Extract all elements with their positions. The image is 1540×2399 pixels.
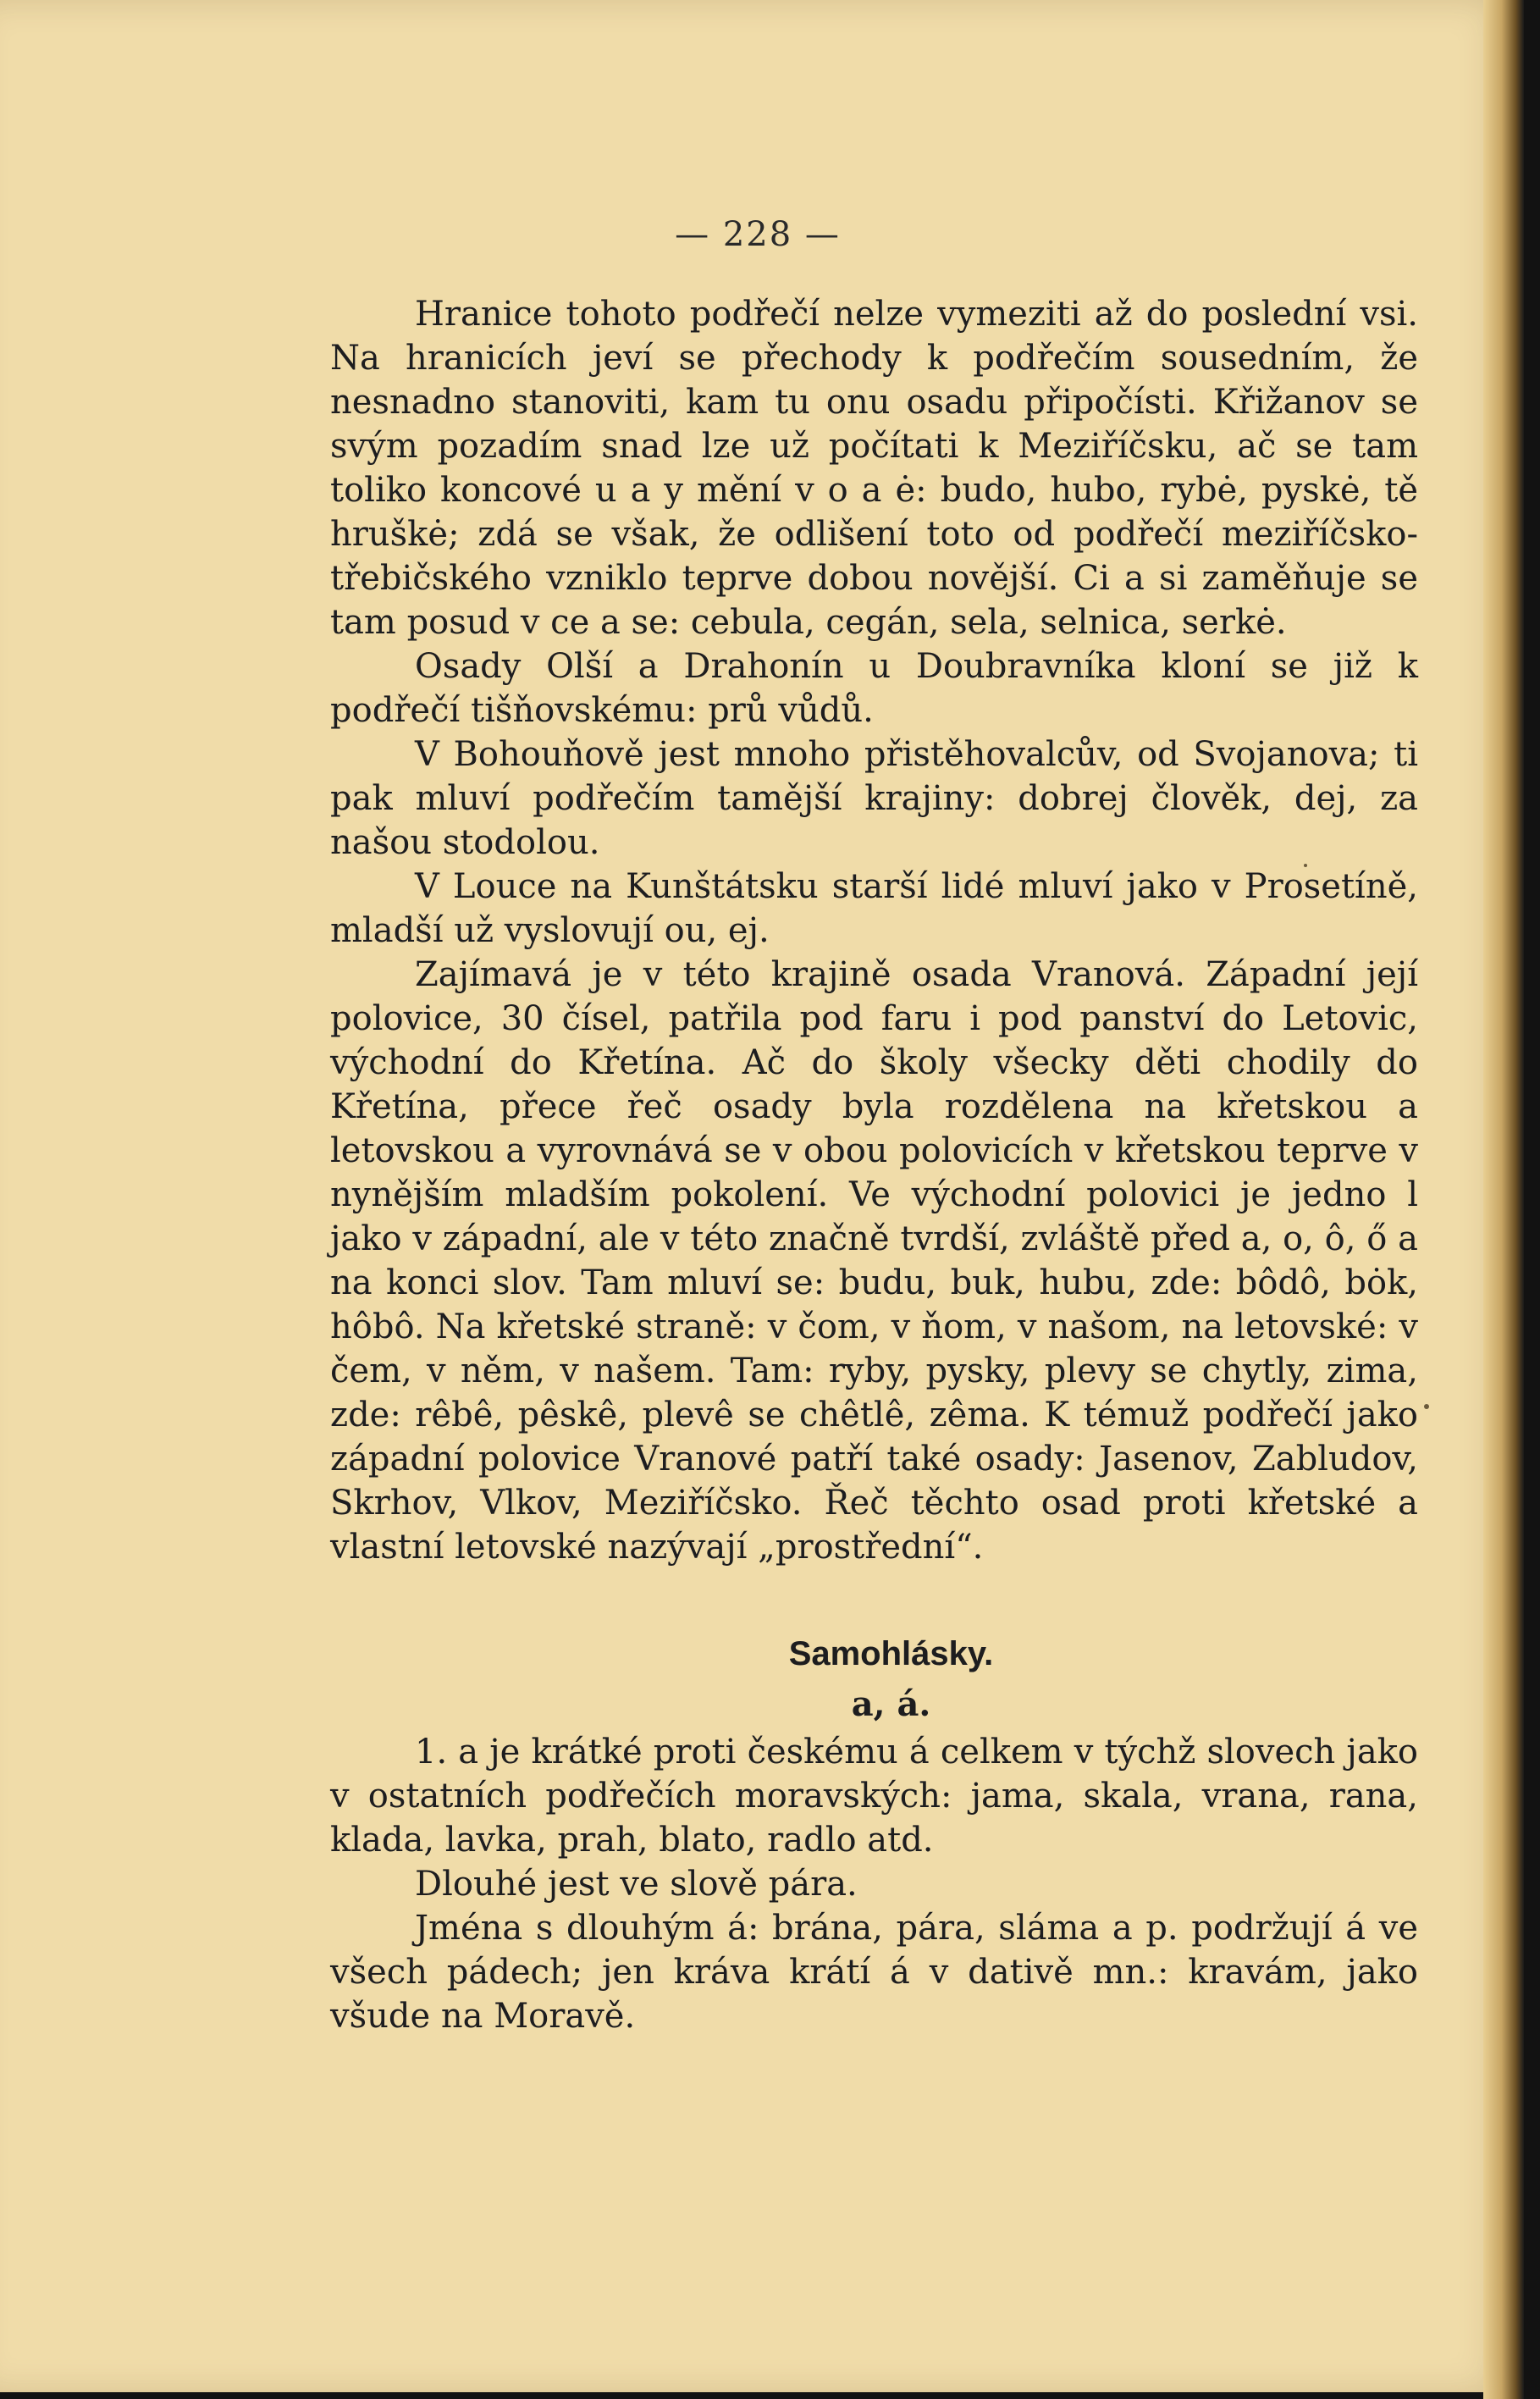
section-heading: Samohlásky. xyxy=(788,1635,994,1672)
paragraph-a-kratke: 1. a je krátké proti českému á celkem v týchž slovech jako v ostatních podřečích moravských: jama, skala, vrana, rana, klada, lavka, prah, blato, radlo atd. xyxy=(330,1733,1418,1860)
subsection-heading: a, á. xyxy=(851,1684,931,1724)
paragraph-dlouhe: Dlouhé jest ve slově pára. xyxy=(415,1865,858,1904)
paragraph-hranice: Hranice tohoto podřečí nelze vymeziti až do poslední vsi. Na hranicích jeví se přechody k podřečím sousedním, že nesnadno stanoviti, kam tu onu osadu připočísti. Křižanov se svým pozadím snad lze už počítati k Meziříčsku, ač se tam toliko koncové u a y mění v o a ė: budo, hubo, rybė, pyskė, tě hruškė; zdá se však, že odlišení toto od podřečí meziříčsko-třebičského vzniklo teprve dobou novější. Ci a si zaměňuje se tam posud v ce a se: cebula, cegán, sela, selnica, serkė. xyxy=(330,295,1418,642)
paragraph-jmena: Jména s dlouhým á: brána, pára, sláma a p. podržují á ve všech pádech; jen kráva krátí á v dativě mn.: kravám, jako všude na Moravě. xyxy=(330,1909,1418,2036)
paragraph-bohounov: V Bohouňově jest mnoho přistěhovalcův, od Svojanova; ti pak mluví podřečím tamější krajiny: dobrej člověk, dej, za našou stodolou. xyxy=(330,735,1418,862)
page-text xyxy=(330,292,1418,2038)
book-spine-edge xyxy=(1483,0,1524,2399)
paragraph-vranova: Zajímavá je v této krajině osada Vranová. Západní její polovice, 30 čísel, patřila pod faru i pod panství do Letovic, východní do Křetína. Ač do školy všecky děti chodily do Křetína, přece řeč osady byla rozdělena na křetskou a letovskou a vyrovnává se v obou polovicích v křetskou teprve v nynějším mladším pokolení. Ve východní polovici je jedno l jako v západní, ale v této značně tvrdší, zvláště před a, o, ô, ő a na konci slov. Tam mluví se: budu, buk, hubu, zde: bôdô, bȯk, hôbô. Na křetské straně: v čom, v ňom, v našom, na letovské: v čem, v něm, v našem. Tam: ryby, pysky, plevy se chytly, zima, zde: rêbê, pêskê, plevê se chêtlê, zêma. K témuž podřečí jako západní polovice Vranové patří také osady: Jasenov, Zabludov, Skrhov, Vlkov, Meziříčsko. Řeč těchto osad proti křetské a vlastní letovské nazývají „prostřední“. xyxy=(330,955,1418,1567)
paper-speck xyxy=(1424,1404,1429,1409)
page-number: — 228 — xyxy=(675,215,841,254)
paragraph-osady-olsi: Osady Olší a Drahonín u Doubravníka kloní se již k podřečí tišňovskému: prů vůdů. xyxy=(330,647,1418,730)
paper-speck xyxy=(1304,864,1307,867)
paragraph-louka: V Louce na Kunštátsku starší lidé mluví jako v Prosetíně, mladší už vyslovují ou, ej. xyxy=(330,867,1418,950)
